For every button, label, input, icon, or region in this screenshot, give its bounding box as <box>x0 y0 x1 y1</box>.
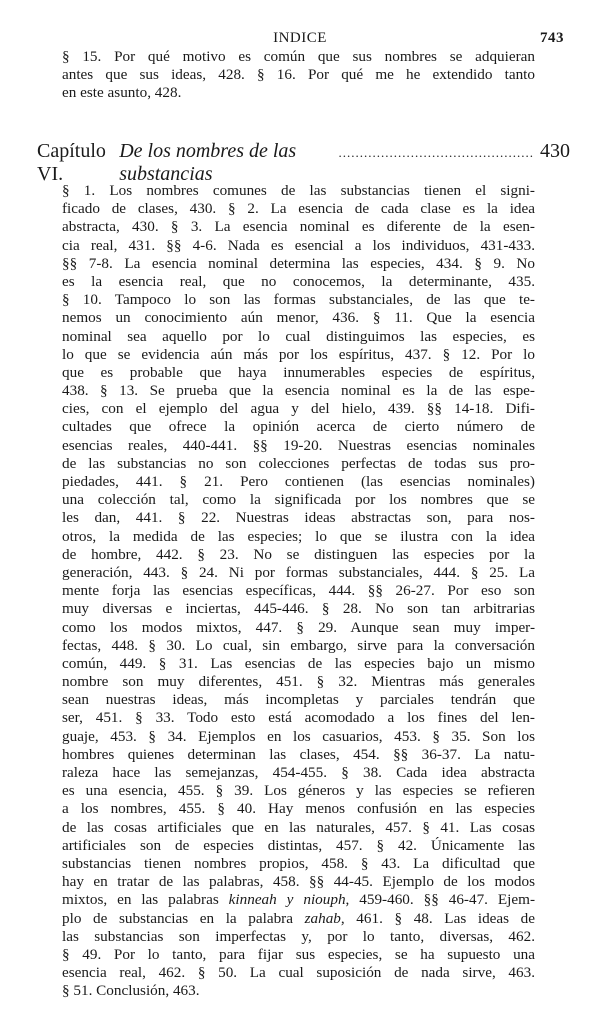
text-line: nemos un conocimiento aún menor, 436. § 11. Que la esencia <box>62 309 535 327</box>
text-line <box>62 891 535 909</box>
text-line: guaje, 453. § 34. Ejemplos en los casuarios, 453. § 35. Son los <box>62 727 535 745</box>
text-segment: , 461. § 48. Las ideas de <box>340 909 535 927</box>
text-line: artificiales son de especies distintas, 457. § 42. Únicamente las <box>62 836 535 854</box>
text-line: lo que se evidencia aún más por los espíritus, 437. § 12. Por lo <box>62 345 535 363</box>
text-line: § 15. Por qué motivo es común que sus nombres se adquieran <box>62 48 535 65</box>
text-line: que es probable que haya innumerables especies de espíritus, <box>62 363 535 381</box>
italic-term: kinneah y niouph <box>228 891 346 909</box>
text-line: es una esencia, 455. § 39. Los géneros y las especies se refieren <box>62 782 535 800</box>
text-line: de hombre, 442. § 23. No se distinguen las especies por la <box>62 545 535 563</box>
text-line: § 10. Tampoco lo son las formas substanciales, de las que te- <box>62 291 535 309</box>
text-line: §§ 7-8. La esencia nominal determina las especies, 434. § 9. No <box>62 254 535 272</box>
previous-chapter-sections <box>62 48 535 103</box>
text-line: ficado de clases, 430. § 2. La esencia de cada clase es la idea <box>62 200 535 218</box>
text-line: las substancias son imperfectas y, por lo tanto, diversas, 462. <box>62 927 535 945</box>
text-line: les dan, 441. § 22. Nuestras ideas abstractas son, para nos- <box>62 509 535 527</box>
text-line: es la esencia real, que no conocemos, la determinante, 435. <box>62 272 535 290</box>
text-line: substancias tienen nombres propios, 458. § 43. La dificultad que <box>62 854 535 872</box>
text-line: sean nuestras ideas, más incompletas y parciales tendrán que <box>62 691 535 709</box>
text-line: común, 449. § 31. Las esencias de las especies bajo un mismo <box>62 654 535 672</box>
text-line: nombre son muy diferentes, 451. § 32. Mientras más generales <box>62 673 535 691</box>
text-line: § 1. Los nombres comunes de las substancias tienen el signi- <box>62 182 535 199</box>
chapter-sections <box>62 182 535 1000</box>
chapter-heading <box>37 140 570 186</box>
text-line: hay en tratar de las palabras, 458. §§ 44-45. Ejemplo de los modos <box>62 873 535 891</box>
text-line: de las cosas artificiales que en las naturales, 457. § 41. Las cosas <box>62 818 535 836</box>
text-line: hombres quienes determinan las clases, 454. §§ 36-37. La natu- <box>62 745 535 763</box>
text-line: cultades que ofrece la opinión acerca de cierto número de <box>62 418 535 436</box>
text-line: de las substancias no son colecciones perfectas de todas sus pro- <box>62 454 535 472</box>
text-line: § 51. Conclusión, 463. <box>62 982 200 1000</box>
text-segment: plo de substancias en la palabra <box>62 909 305 927</box>
italic-term: zahab <box>304 909 341 927</box>
text-line: en este asunto, 428. <box>62 84 182 102</box>
page-number: 743 <box>540 30 564 46</box>
text-line: esencia real, 462. § 50. La cual suposición de nada sirve, 463. <box>62 964 535 982</box>
text-line: fectas, 448. § 30. Lo cual, sin embargo, sirve para la conversación <box>62 636 535 654</box>
text-line: cia real, 431. §§ 4-6. Nada es esencial a los individuos, 431-433. <box>62 236 535 254</box>
running-title: INDICE <box>273 30 327 46</box>
text-line: § 49. Por lo tanto, para fijar sus especies, se ha supuesto una <box>62 945 535 963</box>
text-line: ser, 451. § 33. Todo esto está acomodado a los fines del len- <box>62 709 535 727</box>
text-line: a los nombres, 455. § 40. Hay menos confusión en las especies <box>62 800 535 818</box>
text-segment: , 459-460. §§ 46-47. Ejem- <box>345 891 535 909</box>
text-line <box>62 910 535 928</box>
text-line: piedades, 441. § 21. Pero contienen (las esencias nominales) <box>62 473 535 490</box>
text-line: cies, con el ejemplo del agua y del hielo, 439. §§ 14-18. Difi- <box>62 400 535 418</box>
text-line: una colección tal, como la significada por los nombres que se <box>62 491 535 509</box>
chapter-title: De los nombres de las substancias <box>119 140 297 185</box>
dot-leader: .............................................. <box>338 145 534 160</box>
text-line: antes que sus ideas, 428. § 16. Por qué me he extendido tanto <box>62 66 535 84</box>
text-line: muy diversas e inciertas, 445-446. § 28. No son tan arbitrarias <box>62 600 535 618</box>
chapter-label: Capítulo VI. <box>37 140 106 185</box>
text-line: otros, la medida de las especies; lo que se ilustra con la idea <box>62 527 535 545</box>
text-line: abstracta, 430. § 3. La esencia nominal es diferente de la esen- <box>62 218 535 236</box>
text-segment: mixtos, en las palabras <box>62 891 229 909</box>
text-line: esencias reales, 440-441. §§ 19-20. Nuestras esencias nominales <box>62 436 535 454</box>
text-line: 438. § 13. Se prueba que la esencia nominal es la de las espe- <box>62 382 535 400</box>
chapter-page: 430 <box>540 140 570 162</box>
text-line: nominal sea aquello por lo cual distinguimos las especies, es <box>62 327 535 345</box>
text-line: raleza hace las semejanzas, 454-455. § 38. Cada idea abstracta <box>62 764 535 781</box>
text-line: mente forja las esencias específicas, 444. §§ 26-27. Por eso son <box>62 582 535 600</box>
text-line: generación, 443. § 24. Ni por formas substanciales, 444. § 25. La <box>62 563 535 581</box>
text-line: como los modos mixtos, 447. § 29. Aunque sean muy imper- <box>62 618 535 636</box>
